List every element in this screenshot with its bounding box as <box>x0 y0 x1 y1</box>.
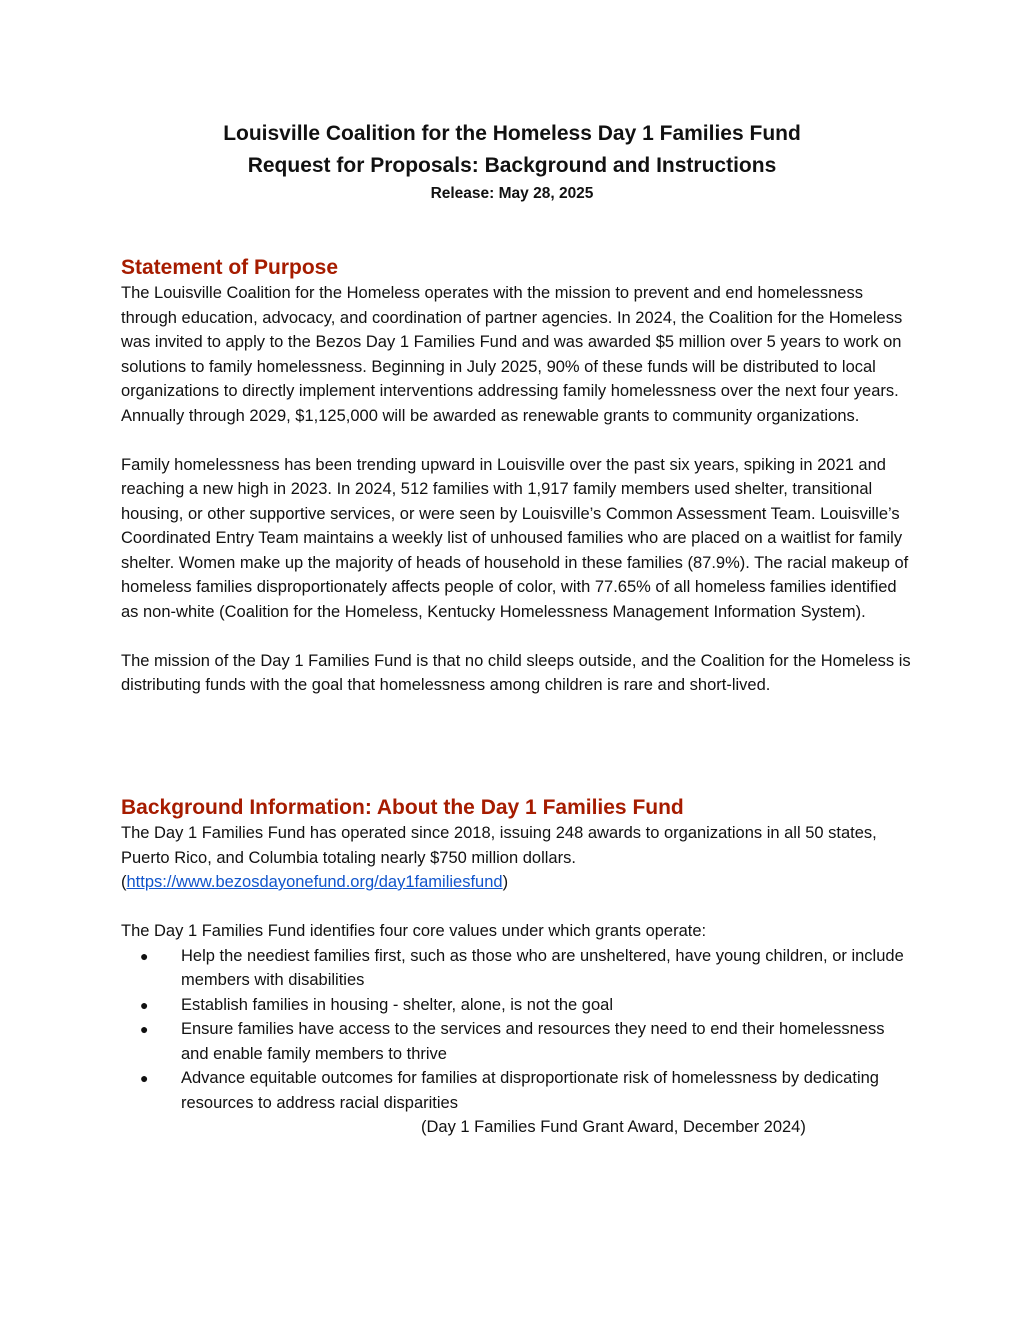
background-section <box>121 795 911 1140</box>
background-heading: Background Information: About the Day 1 Families Fund <box>121 796 684 819</box>
document-title-line-2: Request for Proposals: Background and Instructions <box>247 154 777 177</box>
list-item <box>121 1017 911 1066</box>
bullet-icon: ● <box>140 1070 149 1086</box>
release-date: Release: May 28, 2025 <box>430 185 594 202</box>
bullet-icon: ● <box>140 947 149 964</box>
statement-of-purpose-section <box>121 255 911 698</box>
bullet-icon: ● <box>140 996 149 1013</box>
document-title-line-1: Louisville Coalition for the Homeless Day 1 Families Fund <box>223 122 801 145</box>
core-values-list <box>121 944 911 1116</box>
list-item <box>121 993 911 1018</box>
purpose-paragraph-1: The Louisville Coalition for the Homeless operates with the mission to prevent and end homelessness through education, advocacy, and coordination of partner agencies. In 2024, the Coalition for the Homeless was invited to apply to the Bezos Day 1 Families Fund and was awarded $5 million over 5 years to work on solutions to family homelessness. Beginning in July 2025, 90% of these funds will be distributed to local organizations to directly implement interventions addressing family homelessness over the next four years. Annually through 2029, $1,125,000 will be awarded as renewable grants to community organizations. <box>121 284 903 425</box>
document-header <box>0 118 1024 207</box>
list-item <box>121 1066 911 1115</box>
core-values-intro: The Day 1 Families Fund identifies four core values under which grants operate: <box>121 922 707 940</box>
purpose-paragraph-3: The mission of the Day 1 Families Fund is that no child sleeps outside, and the Coalition for the Homeless is distributing funds with the goal that homelessness among children is rare and short-lived. <box>121 651 911 694</box>
link-open-paren: ( <box>121 873 127 891</box>
core-value-text: Advance equitable outcomes for families at disproportionate risk of homelessness by dedicating resources to address racial disparities <box>181 1069 879 1112</box>
link-close-paren: ) <box>502 873 509 891</box>
core-value-text: Help the neediest families first, such as those who are unsheltered, have young children, or include members with disabilities <box>181 946 904 989</box>
background-intro-paragraph <box>121 821 911 895</box>
background-intro-text: The Day 1 Families Fund has operated since 2018, issuing 248 awards to organizations in all 50 states, Puerto Rico, and Columbia totaling nearly $750 million dollars. <box>121 824 877 867</box>
core-value-text: Ensure families have access to the services and resources they need to end their homelessness and enable family members to thrive <box>181 1020 885 1063</box>
core-value-text: Establish families in housing - shelter, alone, is not the goal <box>181 995 613 1014</box>
statement-of-purpose-heading: Statement of Purpose <box>121 256 339 279</box>
bullet-icon: ● <box>140 1021 149 1037</box>
list-item <box>121 944 911 993</box>
purpose-paragraph-2: Family homelessness has been trending upward in Louisville over the past six years, spiking in 2021 and reaching a new high in 2023. In 2024, 512 families with 1,917 family members used shelter, transitional housing, or other supportive services, or were seen by Louisville’s Common Assessment Team. Louisville’s Coordinated Entry Team maintains a weekly list of unhoused families who are placed on a waitlist for family shelter. Women make up the majority of heads of household in these families (87.9%). The racial makeup of homeless families disproportionately affects people of color, with 77.65% of all homeless families identified as non-white (Coalition for the Homeless, Kentucky Homelessness Management Information System). <box>121 455 909 621</box>
grant-award-citation: (Day 1 Families Fund Grant Award, December 2024) <box>421 1118 806 1136</box>
day1-families-fund-link[interactable]: https://www.bezosdayonefund.org/day1familiesfund <box>126 873 503 891</box>
